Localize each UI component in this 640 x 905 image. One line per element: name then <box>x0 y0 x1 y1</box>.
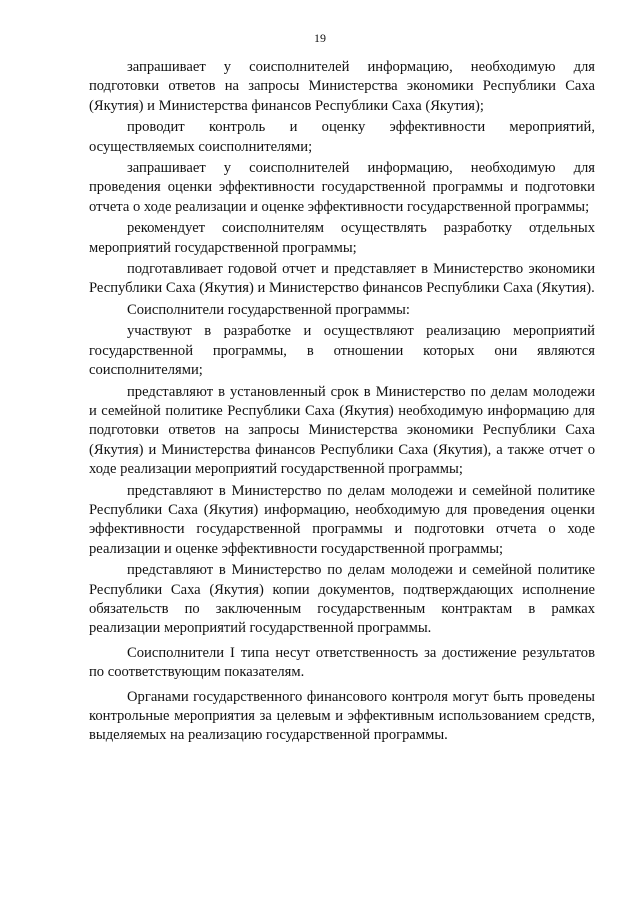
paragraph-12: Органами государственного финансового контроля могут быть проведены контрольные мероприятия за целевым и эффективным использованием средств, выделяемых на реализацию государственной программы. <box>89 688 595 744</box>
document-body <box>89 58 595 746</box>
page-number: 19 <box>314 31 326 45</box>
paragraph-3: запрашивает у соисполнителей информацию, необходимую для проведения оценки эффективности государственной программы и подготовки отчета о ходе реализации и оценке эффективности государственной программы; <box>89 160 595 215</box>
paragraph-2: проводит контроль и оценку эффективности мероприятий, осуществляемых соисполнителями; <box>89 119 595 155</box>
paragraph-10: представляют в Министерство по делам молодежи и семейной политике Республики Саха (Якутия) копии документов, подтверждающих исполнение обязательств по заключенным государственным контрактам в рамках реализации мероприятий государственной программы. <box>89 562 595 637</box>
paragraph-7: участвуют в разработке и осуществляют реализацию мероприятий государственной программы, в отношении которых они являются соисполнителями; <box>89 323 595 379</box>
paragraph-5: подготавливает годовой отчет и представляет в Министерство экономики Республики Саха (Якутия) и Министерство финансов Республики Саха (Якутия). <box>89 261 595 297</box>
paragraph-8: представляют в установленный срок в Министерство по делам молодежи и семейной политике Республики Саха (Якутия) необходимую информацию для подготовки ответов на запросы Министерства экономики Республики Саха (Якутия) и Министерства финансов Республики Саха (Якутия), а также отчет о ходе реализации мероприятий государственной программы; <box>89 383 595 478</box>
paragraph-9: представляют в Министерство по делам молодежи и семейной политике Республики Саха (Якутия) информацию, необходимую для проведения оценки эффективности государственной программы и подготовки отчета о ходе реализации и оценке эффективности государственной программы; <box>89 482 595 557</box>
paragraph-6: Соисполнители государственной программы: <box>127 301 410 318</box>
paragraph-4: рекомендует соисполнителям осуществлять разработку отдельных мероприятий государственной программы; <box>89 220 595 256</box>
paragraph-1: запрашивает у соисполнителей информацию, необходимую для подготовки ответов на запросы Министерства экономики Республики Саха (Якутия) и Министерства финансов Республики Саха (Якутия); <box>89 59 595 114</box>
paragraph-11: Соисполнители I типа несут ответственность за достижение результатов по соответствующим показателям. <box>89 644 595 681</box>
